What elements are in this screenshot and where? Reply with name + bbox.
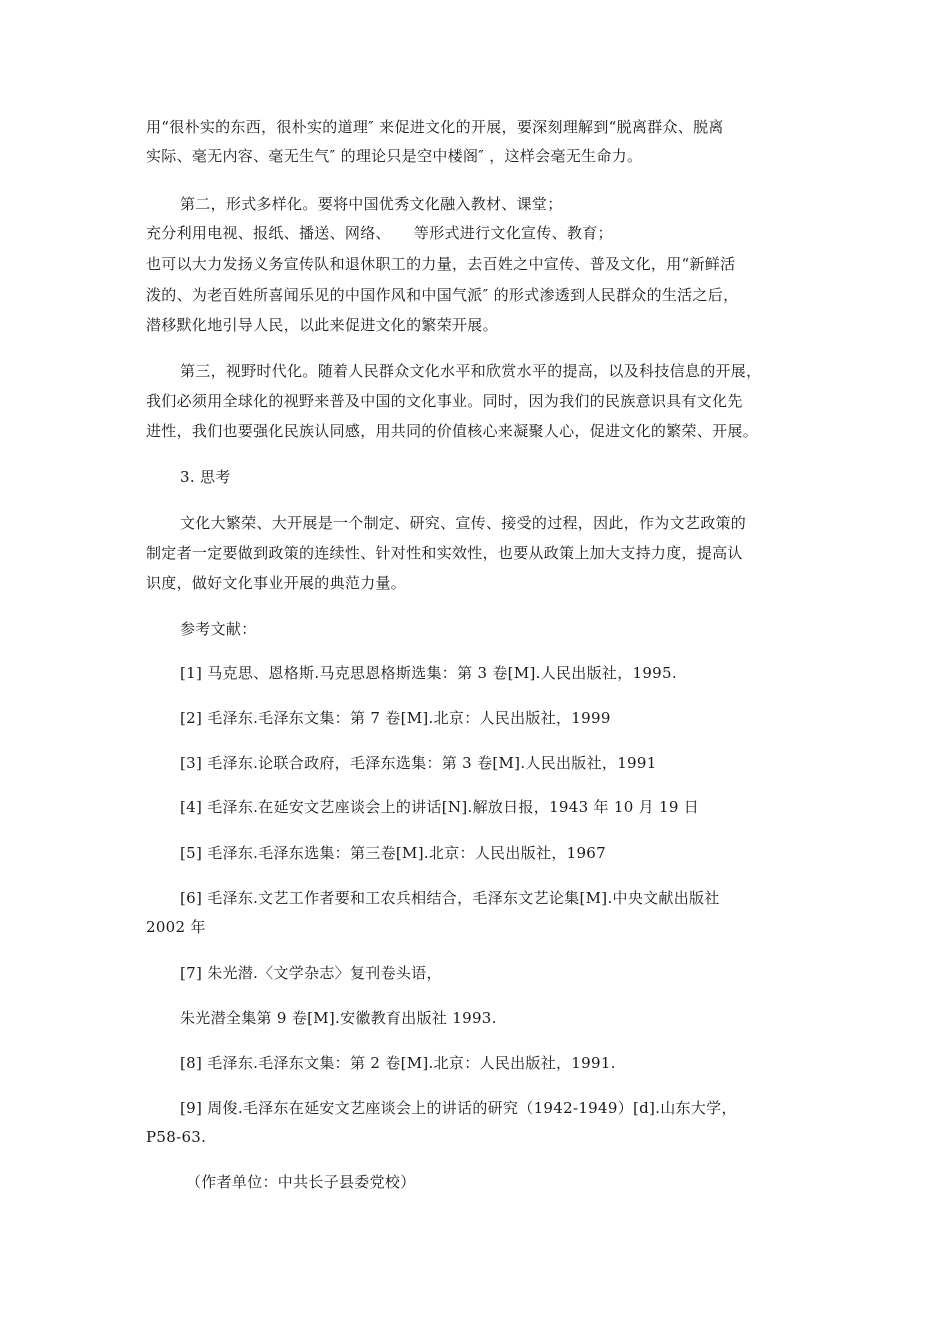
paragraph-1-line-2: 实际、毫无内容、毫无生气″ 的理论只是空中楼阁″ ，这样会毫无生命力。 [146,147,643,165]
paragraph-3-line-1: 第三，视野时代化。随着人民群众文化水平和欣赏水平的提高，以及科技信息的开展， [180,362,762,380]
author-unit: （作者单位：中共长子县委党校） [186,1173,416,1191]
reference-9-line-2: P58-63. [146,1128,207,1146]
paragraph-1-line-1: 用“很朴实的东西，很朴实的道理″ 来促进文化的开展，要深刻理解到“脱离群众、脱离 [146,118,724,136]
paragraph-3-line-2: 我们必须用全球化的视野来普及中国的文化事业。同时，因为我们的民族意识具有文化先 [146,392,743,410]
references-title: 参考文献： [180,620,257,638]
reference-4: [4] 毛泽东.在延安文艺座谈会上的讲话[N].解放日报，1943 年 10 月 19 日 [180,798,700,816]
paragraph-2-line-2: 充分利用电视、报纸、播送、网络、 等形式进行文化宣传、教育； [146,224,613,242]
paragraph-2-line-3: 也可以大力发扬义务宣传队和退休职工的力量，去百姓之中宣传、普及文化，用“新鲜活 [146,255,736,273]
section-heading: 3. 思考 [180,468,231,486]
reference-6-line-1: [6] 毛泽东.文艺工作者要和工农兵相结合，毛泽东文艺论集[M].中央文献出版社 [180,889,720,907]
paragraph-3-line-3: 进性，我们也要强化民族认同感，用共同的价值核心来凝聚人心，促进文化的繁荣、开展。 [146,422,759,440]
reference-1: [1] 马克思、恩格斯.马克思恩格斯选集：第 3 卷[M].人民出版社，1995. [180,664,677,682]
reference-9-line-1: [9] 周俊.毛泽东在延安文艺座谈会上的讲话的研究（1942-1949）[d].山东大学， [180,1099,737,1117]
reference-2: [2] 毛泽东.毛泽东文集：第 7 卷[M].北京：人民出版社，1999 [180,709,611,727]
reference-3: [3] 毛泽东.论联合政府，毛泽东选集：第 3 卷[M].人民出版社，1991 [180,754,657,772]
reference-6-line-2: 2002 年 [146,918,206,936]
paragraph-2-line-4: 泼的、为老百姓所喜闻乐见的中国作风和中国气派″ 的形式渗透到人民群众的生活之后， [146,286,739,304]
paragraph-4-line-1: 文化大繁荣、大开展是一个制定、研究、宣传、接受的过程，因此，作为文艺政策的 [180,514,747,532]
reference-5: [5] 毛泽东.毛泽东选集：第三卷[M].北京：人民出版社，1967 [180,844,606,862]
reference-8: [8] 毛泽东.毛泽东文集：第 2 卷[M].北京：人民出版社，1991. [180,1054,616,1072]
paragraph-4-line-3: 识度，做好文化事业开展的典范力量。 [146,574,407,592]
paragraph-2-line-1: 第二，形式多样化。要将中国优秀文化融入教材、课堂； [180,195,563,213]
reference-7-line-2: 朱光潜全集第 9 卷[M].安徽教育出版社 1993. [180,1009,497,1027]
paragraph-4-line-2: 制定者一定要做到政策的连续性、针对性和实效性，也要从政策上加大支持力度，提高认 [146,544,743,562]
reference-7-line-1: [7] 朱光潜.〈文学杂志〉复刊卷头语， [180,964,442,982]
paragraph-2-line-5: 潜移默化地引导人民，以此来促进文化的繁荣开展。 [146,316,498,334]
